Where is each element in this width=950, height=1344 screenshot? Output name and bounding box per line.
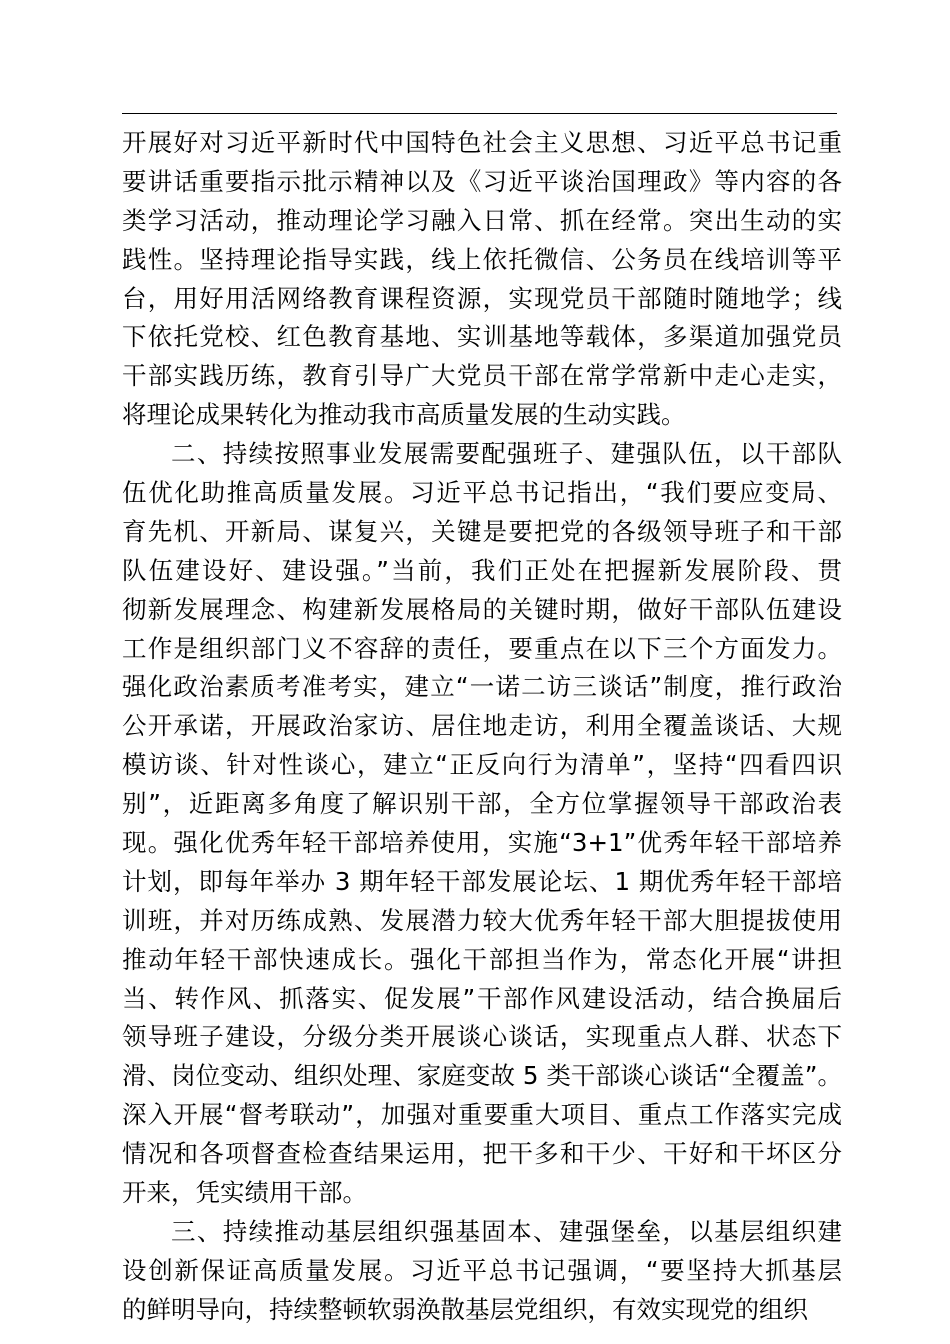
document-body bbox=[122, 124, 842, 1330]
text-line: 践性。坚持理论指导实践，线上依托微信、公务员在线培训等平 bbox=[122, 244, 842, 274]
header-rule bbox=[122, 113, 837, 114]
text-line: 台，用好用活网络教育课程资源，实现党员干部随时随地学；线 bbox=[122, 283, 842, 313]
text-line: 的鲜明导向，持续整顿软弱涣散基层党组织，有效实现党的组织 bbox=[122, 1294, 808, 1324]
paragraph bbox=[122, 1213, 842, 1330]
text-line: 设创新保证高质量发展。习近平总书记强调，“要坚持大抓基层 bbox=[122, 1255, 842, 1285]
text-line: 现。强化优秀年轻干部培养使用，实施“3+1”优秀年轻干部培养 bbox=[122, 828, 842, 858]
text-line: 将理论成果转化为推动我市高质量发展的生动实践。 bbox=[122, 400, 686, 430]
text-line: 深入开展“督考联动”，加强对重要重大项目、重点工作落实完成 bbox=[122, 1100, 842, 1130]
text-line: 工作是组织部门义不容辞的责任，要重点在以下三个方面发力。 bbox=[122, 633, 842, 663]
text-line: 育先机、开新局、谋复兴，关键是要把党的各级领导班子和干部 bbox=[122, 516, 842, 546]
text-line: 当、转作风、抓落实、促发展”干部作风建设活动，结合换届后 bbox=[122, 983, 842, 1013]
text-line: 计划，即每年举办 3 期年轻干部发展论坛、1 期优秀年轻干部培 bbox=[122, 866, 842, 896]
text-line: 强化政治素质考准考实，建立“一诺二访三谈话”制度，推行政治 bbox=[122, 672, 842, 702]
text-line: 下依托党校、红色教育基地、实训基地等载体，多渠道加强党员 bbox=[122, 322, 842, 352]
text-line: 推动年轻干部快速成长。强化干部担当作为，常态化开展“讲担 bbox=[122, 944, 842, 974]
text-line: 公开承诺，开展政治家访、居住地走访，利用全覆盖谈话、大规 bbox=[122, 711, 842, 741]
text-line: 二、持续按照事业发展需要配强班子、建强队伍，以干部队 bbox=[171, 439, 842, 469]
text-line: 开展好对习近平新时代中国特色社会主义思想、习近平总书记重 bbox=[122, 128, 842, 157]
text-line: 情况和各项督查检查结果运用，把干多和干少、干好和干坏区分 bbox=[122, 1139, 842, 1169]
text-line: 干部实践历练，教育引导广大党员干部在常学常新中走心走实， bbox=[122, 361, 842, 391]
text-line: 别”，近距离多角度了解识别干部，全方位掌握领导干部政治表 bbox=[122, 789, 842, 819]
text-line: 领导班子建设，分级分类开展谈心谈话，实现重点人群、状态下 bbox=[122, 1022, 842, 1052]
text-line: 伍优化助推高质量发展。习近平总书记指出，“我们要应变局、 bbox=[122, 478, 842, 508]
text-line: 类学习活动，推动理论学习融入日常、抓在经常。突出生动的实 bbox=[122, 205, 842, 235]
text-line: 彻新发展理念、构建新发展格局的关键时期，做好干部队伍建设 bbox=[122, 594, 842, 624]
text-line: 要讲话重要指示批示精神以及《习近平谈治国理政》等内容的各 bbox=[122, 166, 842, 196]
text-line: 模访谈、针对性谈心，建立“正反向行为清单”，坚持“四看四识 bbox=[122, 750, 842, 780]
text-line: 滑、岗位变动、组织处理、家庭变故 5 类干部谈心谈话“全覆盖”。 bbox=[122, 1061, 842, 1091]
paragraph bbox=[122, 435, 842, 1213]
paragraph bbox=[122, 124, 842, 435]
text-line: 三、持续推动基层组织强基固本、建强堡垒，以基层组织建 bbox=[171, 1216, 842, 1246]
text-line: 队伍建设好、建设强。”当前，我们正处在把握新发展阶段、贯 bbox=[122, 555, 842, 585]
text-line: 训班，并对历练成熟、发展潜力较大优秀年轻干部大胆提拔使用 bbox=[122, 905, 842, 935]
text-line: 开来，凭实绩用干部。 bbox=[122, 1178, 367, 1208]
